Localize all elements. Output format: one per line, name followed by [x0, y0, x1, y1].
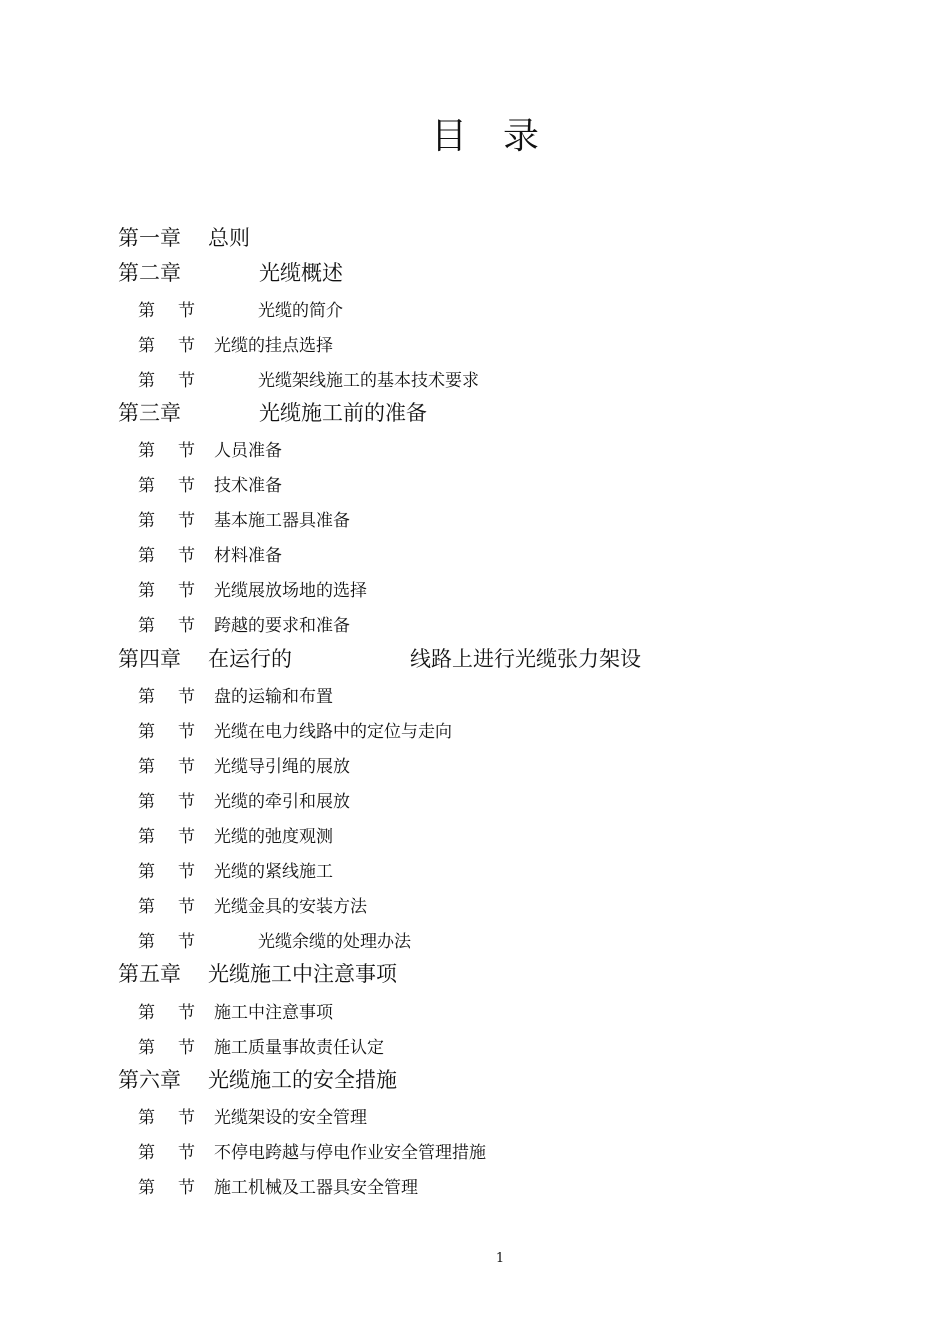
- section-title: 人员准备: [214, 441, 282, 461]
- section-label: 第节: [138, 792, 218, 812]
- section-title: 光缆架设的安全管理: [214, 1108, 367, 1128]
- chapter-title-continued: 线路上进行光缆张力架设: [410, 647, 641, 671]
- section-title: 光缆展放场地的选择: [214, 581, 367, 601]
- section-label: 第节: [138, 1178, 218, 1198]
- section-title: 施工机械及工器具安全管理: [214, 1178, 418, 1198]
- section-label: 第节: [138, 581, 218, 601]
- section-label: 第节: [138, 1003, 218, 1023]
- section-title: 光缆导引绳的展放: [214, 757, 350, 777]
- section-title: 材料准备: [214, 546, 282, 566]
- section-title: 光缆的挂点选择: [214, 336, 333, 356]
- chapter-label: 第四章: [118, 647, 181, 671]
- section-label: 第节: [138, 932, 218, 952]
- section-label: 第节: [138, 511, 218, 531]
- section-title: 技术准备: [214, 476, 282, 496]
- section-title: 盘的运输和布置: [214, 687, 333, 707]
- chapter-title: 总则: [208, 226, 250, 250]
- section-title: 跨越的要求和准备: [214, 616, 350, 636]
- chapter-label: 第二章: [118, 261, 181, 285]
- section-label: 第节: [138, 441, 218, 461]
- section-title: 光缆的简介: [258, 301, 343, 321]
- section-label: 第节: [138, 371, 218, 391]
- page-title: 目录: [430, 116, 575, 157]
- section-title: 光缆的弛度观测: [214, 827, 333, 847]
- section-label: 第节: [138, 1108, 218, 1128]
- chapter-label: 第六章: [118, 1068, 181, 1092]
- chapter-label: 第三章: [118, 401, 181, 425]
- section-title: 光缆的牵引和展放: [214, 792, 350, 812]
- section-label: 第节: [138, 722, 218, 742]
- chapter-title: 光缆概述: [259, 261, 343, 285]
- section-label: 第节: [138, 757, 218, 777]
- section-title: 光缆的紧线施工: [214, 862, 333, 882]
- section-label: 第节: [138, 546, 218, 566]
- section-label: 第节: [138, 616, 218, 636]
- section-title: 不停电跨越与停电作业安全管理措施: [214, 1143, 486, 1163]
- section-title: 光缆金具的安装方法: [214, 897, 367, 917]
- section-label: 第节: [138, 476, 218, 496]
- chapter-label: 第一章: [118, 226, 181, 250]
- section-label: 第节: [138, 1038, 218, 1058]
- section-title: 施工质量事故责任认定: [214, 1038, 384, 1058]
- chapter-title: 光缆施工的安全措施: [208, 1068, 397, 1092]
- section-label: 第节: [138, 687, 218, 707]
- section-title: 光缆架线施工的基本技术要求: [258, 371, 479, 391]
- chapter-title: 光缆施工中注意事项: [208, 962, 397, 986]
- section-label: 第节: [138, 862, 218, 882]
- section-title: 施工中注意事项: [214, 1003, 333, 1023]
- chapter-title: 光缆施工前的准备: [259, 401, 427, 425]
- section-label: 第节: [138, 336, 218, 356]
- section-label: 第节: [138, 897, 218, 917]
- section-title: 光缆余缆的处理办法: [258, 932, 411, 952]
- chapter-title: 在运行的: [208, 647, 292, 671]
- section-label: 第节: [138, 301, 218, 321]
- section-title: 基本施工器具准备: [214, 511, 350, 531]
- chapter-label: 第五章: [118, 962, 181, 986]
- section-label: 第节: [138, 1143, 218, 1163]
- section-title: 光缆在电力线路中的定位与走向: [214, 722, 452, 742]
- page-number: 1: [495, 1251, 505, 1266]
- section-label: 第节: [138, 827, 218, 847]
